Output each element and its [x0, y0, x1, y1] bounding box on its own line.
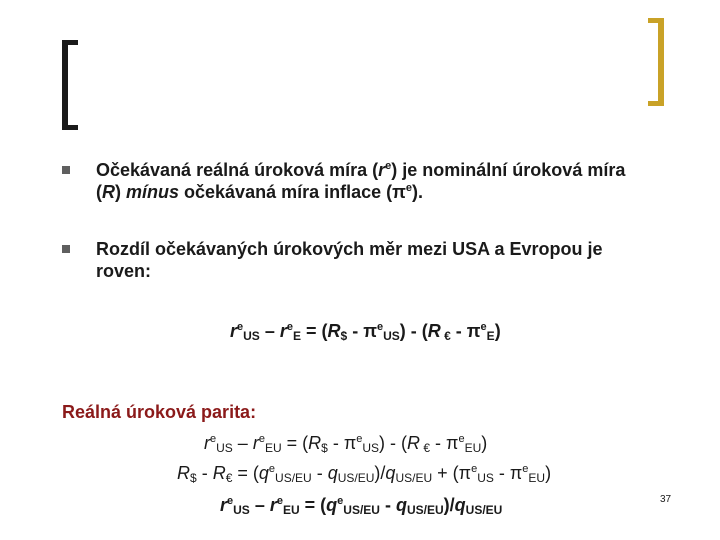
equation-3 [177, 462, 551, 484]
t: ) - ( [399, 321, 428, 341]
t: R [327, 321, 341, 341]
t: R [308, 433, 322, 453]
t: q [454, 495, 466, 515]
superscript: e [385, 160, 392, 172]
text: mínus [126, 182, 180, 202]
t: π [363, 321, 377, 341]
t: $ [340, 329, 348, 343]
t: US/EU [406, 503, 444, 517]
left-bracket-bottom [62, 125, 78, 130]
t: EU [464, 441, 482, 455]
t: e [471, 463, 478, 475]
t: e [276, 495, 283, 507]
t: )/ [374, 463, 386, 483]
t: e [480, 321, 487, 333]
t: R [427, 321, 441, 341]
text: Rozdíl očekávaných úrokových měr mezi USA a Evropou je [96, 239, 603, 259]
bullet-item-2 [96, 238, 696, 282]
t: e [268, 463, 276, 475]
t: π [509, 463, 523, 483]
t: r [220, 495, 228, 515]
t: US [383, 329, 400, 343]
t: e [258, 433, 265, 445]
t: r [252, 433, 259, 453]
t: q [395, 495, 407, 515]
text: ) je nominální úroková míra [391, 160, 626, 180]
t: r [269, 495, 277, 515]
t: - [379, 495, 396, 515]
t: e [227, 495, 234, 507]
text: ). [412, 182, 424, 202]
text: π [392, 182, 406, 202]
t: π [458, 463, 472, 483]
bullet-square-icon [62, 166, 70, 174]
right-bracket-top [648, 18, 664, 23]
t: - [493, 463, 510, 483]
t: e [286, 321, 293, 333]
t: EU [264, 441, 282, 455]
t: - [450, 321, 467, 341]
t: ) [494, 321, 501, 341]
t: R [177, 463, 190, 483]
bullet-square-icon [62, 245, 70, 253]
t: q [385, 463, 396, 483]
t: ) - ( [379, 433, 408, 453]
t: US [216, 441, 233, 455]
t: e [210, 433, 217, 445]
superscript: e [405, 182, 413, 194]
t: € [440, 329, 451, 343]
t: = ( [300, 321, 328, 341]
equation-4 [220, 494, 502, 516]
t: e [337, 495, 344, 507]
t: – [249, 495, 270, 515]
t: - [196, 463, 213, 483]
t: r [279, 321, 287, 341]
t: e [356, 433, 363, 445]
text: očekávaná míra inflace ( [179, 182, 393, 202]
t: US [243, 329, 260, 343]
t: US/EU [337, 471, 375, 485]
t: π [446, 433, 459, 453]
equation-2 [204, 432, 487, 454]
t: = ( [281, 433, 309, 453]
t: - [347, 321, 364, 341]
t: US [477, 471, 494, 485]
t: US/EU [395, 471, 433, 485]
text: roven: [96, 261, 152, 281]
t: – [259, 321, 280, 341]
text: ) [115, 182, 126, 202]
t: US/EU [465, 503, 503, 517]
t: – [232, 433, 253, 453]
t: R [212, 463, 226, 483]
text: r [378, 160, 386, 180]
t: - [430, 433, 447, 453]
text: Očekávaná reálná úroková míra ( [96, 160, 379, 180]
t: = ( [299, 495, 327, 515]
t: q [327, 463, 338, 483]
t: - [311, 463, 328, 483]
bullet-item-1 [96, 159, 696, 203]
right-bracket-bar [658, 18, 664, 106]
t: e [522, 463, 529, 475]
t: US/EU [275, 471, 312, 485]
t: E [486, 329, 495, 343]
t: r [230, 321, 238, 341]
t: r [204, 433, 210, 453]
t: e [376, 321, 384, 333]
t: e [237, 321, 244, 333]
t: + ( [432, 463, 459, 483]
left-bracket-bar [62, 40, 68, 130]
t: E [292, 329, 301, 343]
t: e [458, 433, 465, 445]
left-bracket-top [62, 40, 78, 45]
t: ) [481, 433, 488, 453]
t: EU [282, 503, 300, 517]
right-bracket-bottom [648, 101, 664, 106]
t: q [258, 463, 269, 483]
text: ( [96, 182, 102, 202]
t: US/EU [343, 503, 380, 517]
t: π [343, 433, 357, 453]
t: ) [545, 463, 552, 483]
text: R [102, 182, 115, 202]
equation-1 [230, 320, 501, 342]
t: € [420, 441, 431, 455]
t: R [407, 433, 421, 453]
t: EU [528, 471, 546, 485]
t: $ [321, 441, 328, 455]
t: US [233, 503, 250, 517]
t: = ( [232, 463, 259, 483]
t: $ [190, 471, 197, 485]
t: π [466, 321, 481, 341]
t: US [362, 441, 380, 455]
t: )/ [443, 495, 455, 515]
page-number: 37 [660, 494, 672, 505]
section-heading: Reálná úroková parita: [62, 402, 257, 422]
t: € [225, 471, 233, 485]
t: q [326, 495, 338, 515]
t: - [327, 433, 344, 453]
